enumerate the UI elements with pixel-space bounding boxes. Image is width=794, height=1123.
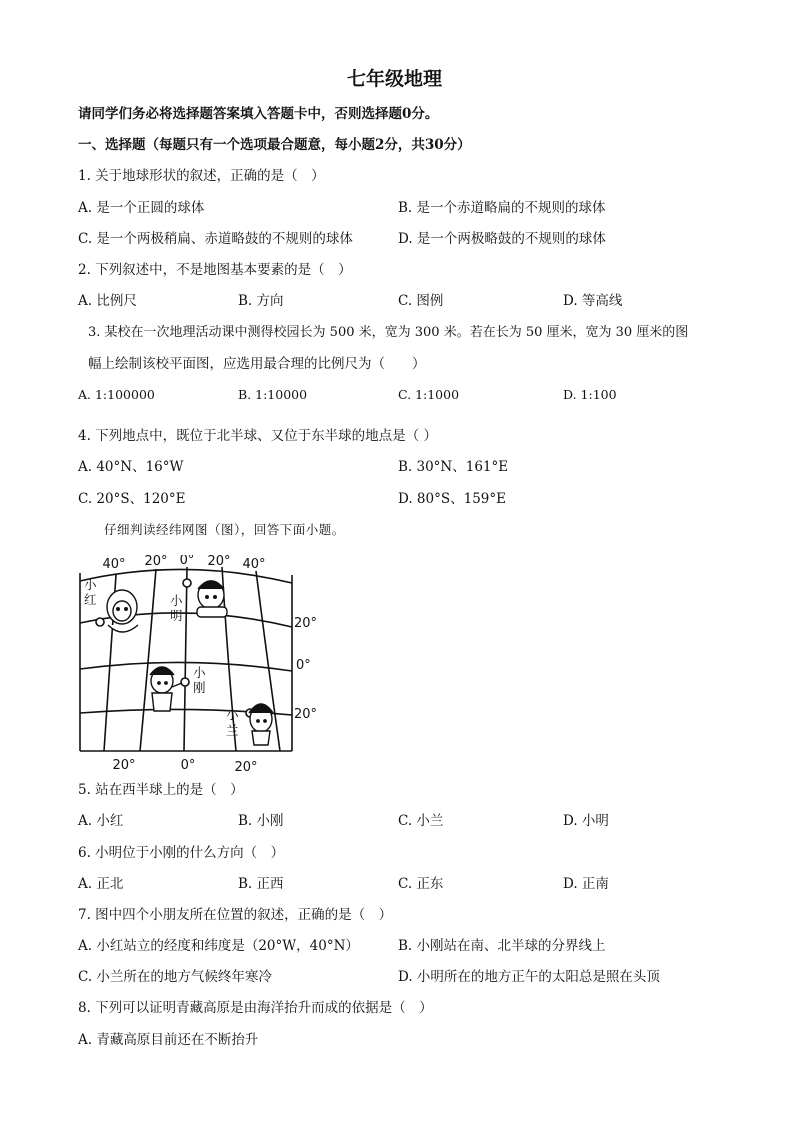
q5-option-b: B. 小刚 xyxy=(238,813,284,829)
q1-option-d: D. 是一个两极略鼓的不规则的球体 xyxy=(398,231,606,247)
xiaolan-name-label: 小兰 xyxy=(226,707,239,738)
question-1-stem: 1. 关于地球形状的叙述，正确的是（ ） xyxy=(78,168,325,184)
bottom-label-20e: 20° xyxy=(234,760,258,775)
q1-option-a: A. 是一个正圆的球体 xyxy=(78,200,205,216)
section-heading: 一、选择题（每题只有一个选项最合题意，每小题2分，共30分） xyxy=(78,137,471,153)
bottom-label-20w: 20° xyxy=(112,758,136,773)
q5-option-c: C. 小兰 xyxy=(398,813,444,829)
xiaoming-name-label: 小明 xyxy=(170,593,183,623)
q7-option-a: A. 小红站立的经度和纬度是（20°W，40°N） xyxy=(78,938,359,954)
xiaogang-position-dot xyxy=(181,678,189,686)
q7-option-c: C. 小兰所在的地方气候终年寒冷 xyxy=(78,969,272,985)
q2-option-c: C. 图例 xyxy=(398,293,444,309)
question-6-stem: 6. 小明位于小刚的什么方向（ ） xyxy=(78,845,285,861)
top-label-20w: 20° xyxy=(144,555,168,569)
q2-option-a: A. 比例尺 xyxy=(78,293,137,309)
figure-caption: 仔细判读经纬网图（图），回答下面小题。 xyxy=(104,522,345,537)
q7-option-d: D. 小明所在的地方正午的太阳总是照在头顶 xyxy=(398,969,660,985)
q3-option-b: B. 1:10000 xyxy=(238,387,308,402)
xiaogang-figure xyxy=(150,667,182,711)
top-label-20e: 20° xyxy=(207,555,231,569)
question-3-stem-line1: 3. 某校在一次地理活动课中测得校园长为 500 米，宽为 300 米。若在长为 50 厘米，宽为 30 厘米的图 xyxy=(88,325,689,340)
lat-long-grid-figure xyxy=(74,555,330,775)
question-5-stem: 5. 站在西半球上的是（ ） xyxy=(78,782,244,798)
xiaoming-figure xyxy=(197,581,227,617)
q5-option-a: A. 小红 xyxy=(78,813,124,829)
question-3-stem-line2: 幅上绘制该校平面图，应选用最合理的比例尺为（ ） xyxy=(88,356,426,372)
xiaohong-name-label: 小红 xyxy=(84,577,97,607)
xiaolan-figure xyxy=(249,704,273,745)
q3-option-c: C. 1:1000 xyxy=(398,387,460,402)
question-7-stem: 7. 图中四个小朋友所在位置的叙述，正确的是（ ） xyxy=(78,907,393,923)
xiaoming-position-dot xyxy=(183,579,191,587)
q6-option-a: A. 正北 xyxy=(78,876,124,892)
question-4-stem: 4. 下列地点中，既位于北半球、又位于东半球的地点是（ ） xyxy=(78,428,437,444)
q3-option-a: A. 1:100000 xyxy=(78,387,155,402)
q8-option-a: A. 青藏高原目前还在不断抬升 xyxy=(78,1032,259,1048)
q2-option-b: B. 方向 xyxy=(238,293,284,309)
q3-option-d: D. 1:100 xyxy=(563,387,617,402)
question-2-stem: 2. 下列叙述中，不是地图基本要素的是（ ） xyxy=(78,262,352,278)
right-label-20s: 20° xyxy=(294,707,318,722)
bottom-label-0: 0° xyxy=(180,758,196,773)
xiaohong-position-dot xyxy=(96,618,104,626)
q6-option-d: D. 正南 xyxy=(563,876,609,892)
top-label-0: 0° xyxy=(179,555,195,568)
notice: 请同学们务必将选择题答案填入答题卡中，否则选择题0分。 xyxy=(78,106,439,122)
q4-option-b: B. 30°N、161°E xyxy=(398,459,509,475)
q1-option-c: C. 是一个两极稍扁、赤道略鼓的不规则的球体 xyxy=(78,231,353,247)
q6-option-b: B. 正西 xyxy=(238,876,284,892)
top-label-40e: 40° xyxy=(242,557,266,572)
meridian-line-0 xyxy=(184,567,187,751)
q4-option-d: D. 80°S、159°E xyxy=(398,491,506,507)
right-label-0: 0° xyxy=(296,658,311,673)
xiaohong-figure xyxy=(107,590,138,632)
xiaogang-name-label: 小刚 xyxy=(193,665,206,695)
q5-option-d: D. 小明 xyxy=(563,813,609,829)
q2-option-d: D. 等高线 xyxy=(563,293,623,309)
question-8-stem: 8. 下列可以证明青藏高原是由海洋抬升而成的依据是（ ） xyxy=(78,1000,433,1016)
q4-option-c: C. 20°S、120°E xyxy=(78,491,186,507)
q6-option-c: C. 正东 xyxy=(398,876,444,892)
q7-option-b: B. 小刚站在南、北半球的分界线上 xyxy=(398,938,606,954)
top-label-40w: 40° xyxy=(102,557,126,572)
page-title: 七年级地理 xyxy=(347,68,443,90)
meridian-line-20w xyxy=(140,569,156,751)
right-label-20n: 20° xyxy=(294,616,318,631)
q1-option-b: B. 是一个赤道略扁的不规则的球体 xyxy=(398,200,606,216)
q4-option-a: A. 40°N、16°W xyxy=(78,459,184,475)
